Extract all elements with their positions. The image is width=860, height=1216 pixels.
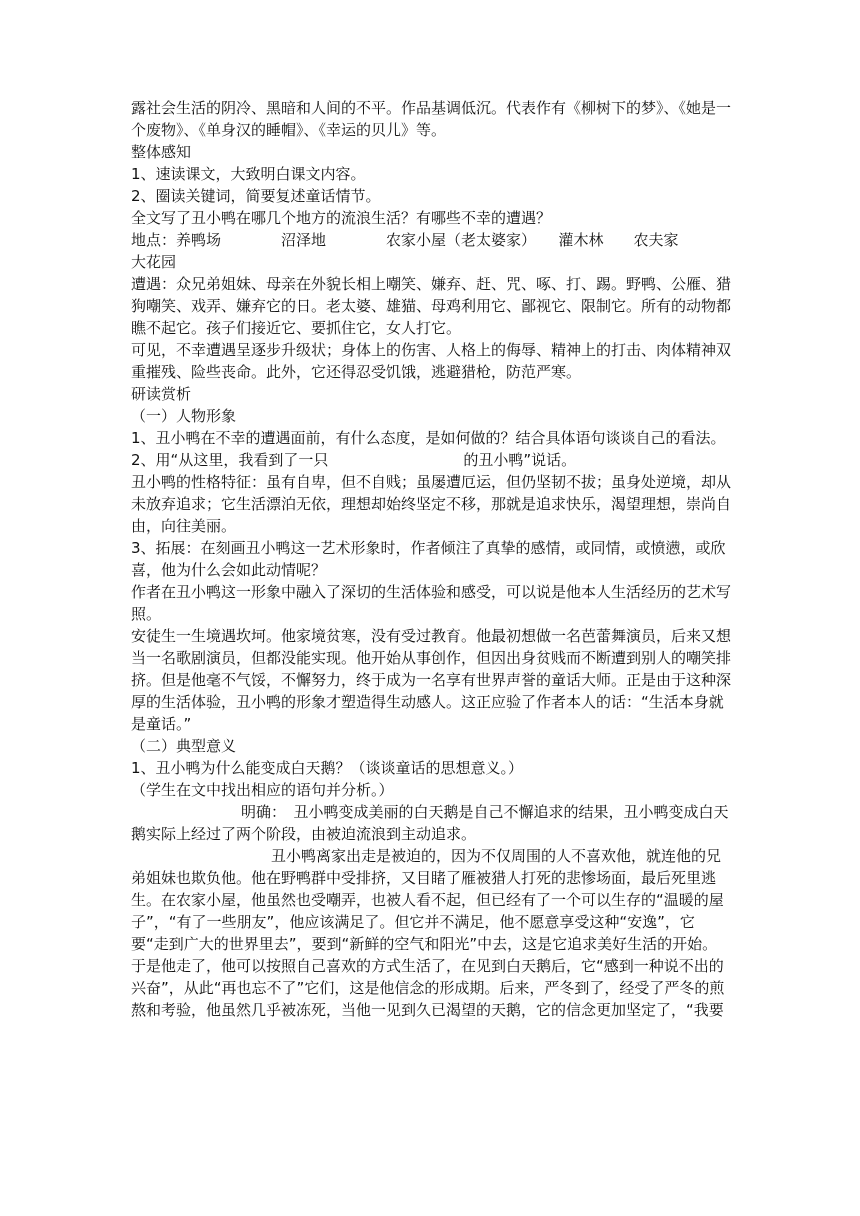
andersen-biography-paragraph: 安徒生一生境遇坎坷。他家境贫寒，没有受过教育。他最初想做一名芭蕾舞演员，后来又想当一名歌剧演员，但都没能实现。他开始从事创作，但因出身贫贱而不断遭到别人的嘲笑排挤。但是他毫不气馁，不懈努力，终于成为一名享有世界声誉的童话大师。正是由于这种深厚的生活体验，丑小鸭的形象才塑造得生动感人。这正应验了作者本人的话：“生活本身就是童话。” xyxy=(131,627,732,733)
clarification-paragraph: 明确： 丑小鸭变成美丽的白天鹅是自己不懈追求的结果，丑小鸭变成白天鹅实际上经过了两个阶段，由被迫流浪到主动追求。 xyxy=(131,803,729,843)
document-body xyxy=(131,97,731,1021)
question-item-1: 1、丑小鸭在不幸的遭遇面前，有什么态度，是如何做的？结合具体语句谈谈自己的看法。 xyxy=(131,429,726,447)
analysis-paragraph: 丑小鸭离家出走是被迫的，因为不仅周围的人不喜欢他，就连他的兄弟姐妹也欺负他。他在野鸭群中受排挤，又目睹了雁被猎人打死的悲惨场面，最后死里逃生。在农家小屋，他虽然也受嘲弄，也被人看不起，但已经有了一个可以生存的“温暖的屋子”，“有了一些朋友”，他应该满足了。但它并不满足，他不愿意享受这种“安逸”，它要“走到广大的世界里去”，要到“新鲜的空气和阳光”中去，这是它追求美好生活的开始。于是他走了，他可以按照自己喜欢的方式生活了，在见到白天鹅后，它“感到一种说不出的兴奋”，从此“再也忘不了”它们，这是他信念的形成期。后来，严冬到了，经受了严冬的煎熬和考验，他虽然几乎被冻死，当他一见到久已渴望的天鹅，它的信念更加坚定了，“我要 xyxy=(131,847,725,1019)
student-instruction: （学生在文中找出相应的语句并分析。） xyxy=(131,781,394,799)
question-paragraph: 全文写了丑小鸭在哪几个地方的流浪生活？有哪些不幸的遭遇？ xyxy=(131,209,552,227)
encounters-paragraph: 遭遇：众兄弟姐妹、母亲在外貌长相上嘲笑、嫌弃、赶、咒、啄、打、踢。野鸭、公雁、猎狗嘲笑、戏弄、嫌弃它的日。老太婆、雄猫、母鸡利用它、鄙视它、限制它。所有的动物都瞧不起它。孩子们接近它、要抓住它，女人打它。 xyxy=(131,275,732,337)
section-heading-overall: 整体感知 xyxy=(131,143,192,161)
intro-continuation-paragraph: 露社会生活的阴冷、黑暗和人间的不平。作品基调低沉。代表作有《柳树下的梦》、《她是一个废物》、《单身汉的睡帽》、《幸运的贝儿》等。 xyxy=(131,99,732,139)
significance-question-1: 1、丑小鸭为什么能变成白天鹅？（谈谈童话的思想意义。） xyxy=(131,759,524,777)
subheading-significance: （二）典型意义 xyxy=(131,737,237,755)
author-experience-paragraph: 作者在丑小鸭这一形象中融入了深切的生活体验和感受，可以说是他本人生活经历的艺术写照。 xyxy=(131,583,732,623)
places-paragraph: 地点：养鸭场 沼泽地 农家小屋（老太婆家） 灌木林 农夫家 大花园 xyxy=(131,231,724,271)
section-heading-study: 研读赏析 xyxy=(131,385,192,403)
subheading-character: （一）人物形象 xyxy=(131,407,237,425)
question-item-3: 3、拓展：在刻画丑小鸭这一艺术形象时，作者倾注了真挚的感情，或同情，或愤懑，或欣喜，他为什么会如此动情呢？ xyxy=(131,539,726,579)
task-item-2: 2、圈读关键词，简要复述童话情节。 xyxy=(131,187,381,205)
character-traits-paragraph: 丑小鸭的性格特征：虽有自卑，但不自贱；虽屡遭厄运，但仍坚韧不拔；虽身处逆境，却从未放弃追求；它生活漂泊无依，理想却始终坚定不移，那就是追求快乐，渴望理想，崇尚自由，向往美丽。 xyxy=(131,473,732,535)
question-item-2: 2、用“从这里，我看到了一只 的丑小鸭”说话。 xyxy=(131,451,577,469)
task-item-1: 1、速读课文，大致明白课文内容。 xyxy=(131,165,366,183)
conclusion-paragraph: 可见，不幸遭遇呈逐步升级状；身体上的伤害、人格上的侮辱、精神上的打击、肉体精神双重摧残、险些丧命。此外，它还得忍受饥饿，逃避猎枪，防范严寒。 xyxy=(131,341,732,381)
